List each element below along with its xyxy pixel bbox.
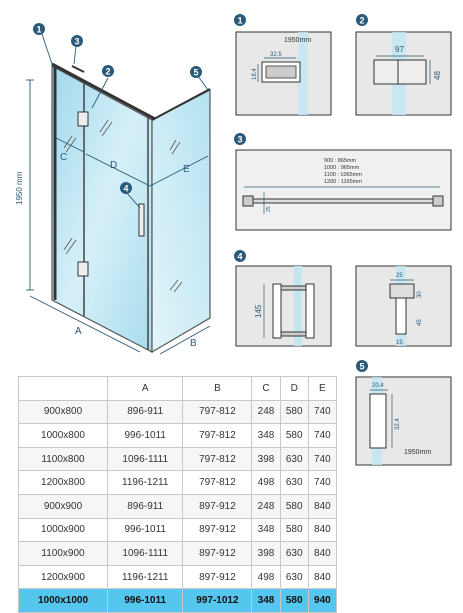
table-cell: 940 <box>308 589 336 613</box>
svg-text:4: 4 <box>123 183 129 194</box>
table-cell: 348 <box>252 518 280 542</box>
table-row <box>19 400 337 424</box>
detail5-side: 32.4 <box>395 418 401 430</box>
table-row <box>19 589 337 613</box>
detail1-height: 1950mm <box>284 37 312 44</box>
row-size-cell: 1000x800 <box>19 424 108 448</box>
svg-text:5: 5 <box>359 361 365 372</box>
table-row <box>19 424 337 448</box>
detail-5 <box>356 360 451 465</box>
detail-1 <box>234 14 331 115</box>
svg-text:1: 1 <box>237 15 243 26</box>
table-cell: 498 <box>252 565 280 589</box>
enclosure-main-view <box>15 23 210 354</box>
table-row <box>19 471 337 495</box>
svg-text:5: 5 <box>193 67 199 78</box>
row-size-cell: 900x900 <box>19 494 108 518</box>
table-header: D <box>280 377 308 401</box>
hinge-bottom <box>78 262 88 276</box>
table-cell: 1196-1211 <box>108 471 183 495</box>
table-header: E <box>308 377 336 401</box>
table-cell: 580 <box>280 400 308 424</box>
table-cell: 630 <box>280 471 308 495</box>
table-cell: 348 <box>252 589 280 613</box>
row-size-cell: 1000x1000 <box>19 589 108 613</box>
callout-4 <box>120 182 132 194</box>
row-size-cell: 1200x800 <box>19 471 108 495</box>
stabilizer-bar <box>72 66 84 72</box>
table-cell: 797-812 <box>183 400 252 424</box>
table-cell: 740 <box>308 424 336 448</box>
table-header: B <box>183 377 252 401</box>
svg-text:900 : 865mm: 900 : 865mm <box>324 158 357 164</box>
table-cell: 897-912 <box>183 518 252 542</box>
dim-c-label: C <box>60 152 68 163</box>
table-cell: 896-911 <box>108 494 183 518</box>
table-cell: 840 <box>308 494 336 518</box>
detail4-height: 145 <box>254 304 263 318</box>
table-cell: 248 <box>252 400 280 424</box>
table-row <box>19 542 337 566</box>
svg-text:1100 : 1065mm: 1100 : 1065mm <box>324 172 362 178</box>
detail5-height: 1950mm <box>404 449 432 456</box>
svg-text:2: 2 <box>105 66 111 77</box>
table-cell: 630 <box>280 542 308 566</box>
table-cell: 580 <box>280 589 308 613</box>
detail4-side: 45 <box>417 319 423 326</box>
callout-2 <box>102 65 114 77</box>
table-header-row <box>19 377 337 401</box>
table-cell: 996-1011 <box>108 424 183 448</box>
dim-e-label: E <box>183 164 190 175</box>
dim-a-label: A <box>75 326 82 337</box>
svg-text:1200 : 1165mm: 1200 : 1165mm <box>324 179 362 185</box>
callout-3 <box>71 35 83 47</box>
dimension-table <box>18 376 337 613</box>
table-cell: 630 <box>280 565 308 589</box>
table-cell: 740 <box>308 447 336 471</box>
detail2-height: 48 <box>433 71 442 80</box>
callout-5 <box>190 66 202 78</box>
svg-text:4: 4 <box>237 251 243 262</box>
table-header: A <box>108 377 183 401</box>
table-cell: 897-912 <box>183 494 252 518</box>
svg-text:3: 3 <box>237 134 243 145</box>
svg-text:3: 3 <box>74 36 80 47</box>
hinge-top <box>78 112 88 126</box>
table-cell: 897-912 <box>183 565 252 589</box>
table-cell: 348 <box>252 424 280 448</box>
door-handle <box>139 204 144 236</box>
detail-4 <box>234 250 451 346</box>
table-cell: 797-812 <box>183 471 252 495</box>
row-size-cell: 1100x800 <box>19 447 108 471</box>
detail-3 <box>234 133 451 230</box>
table-cell: 1096-1111 <box>108 447 183 471</box>
table-cell: 896-911 <box>108 400 183 424</box>
table-cell: 580 <box>280 494 308 518</box>
dim-height-label: 1950 mm <box>15 171 24 205</box>
row-size-cell: 1000x900 <box>19 518 108 542</box>
row-size-cell: 1200x900 <box>19 565 108 589</box>
table-cell: 996-1011 <box>108 518 183 542</box>
table-cell: 398 <box>252 542 280 566</box>
row-size-cell: 900x800 <box>19 400 108 424</box>
svg-text:2: 2 <box>359 15 365 26</box>
table-row <box>19 518 337 542</box>
table-cell: 996-1011 <box>108 589 183 613</box>
table-cell: 398 <box>252 447 280 471</box>
table-row <box>19 565 337 589</box>
detail1-side: 18.4 <box>252 68 258 80</box>
dim-d-label: D <box>110 160 118 171</box>
svg-text:1: 1 <box>36 24 42 35</box>
table-cell: 740 <box>308 400 336 424</box>
callout-1 <box>33 23 45 35</box>
table-cell: 580 <box>280 518 308 542</box>
table-cell: 1096-1111 <box>108 542 183 566</box>
detail1-width: 32.5 <box>270 52 282 58</box>
table-body <box>19 400 337 612</box>
table-cell: 840 <box>308 565 336 589</box>
table-cell: 840 <box>308 542 336 566</box>
table-cell: 897-912 <box>183 542 252 566</box>
table-cell: 797-812 <box>183 424 252 448</box>
table-cell: 840 <box>308 518 336 542</box>
detail5-width: 20.4 <box>372 383 384 389</box>
detail4-right: 30 <box>417 291 423 298</box>
table-cell: 498 <box>252 471 280 495</box>
dim-b-label: B <box>190 338 197 349</box>
table-cell: 797-812 <box>183 447 252 471</box>
table-cell: 740 <box>308 471 336 495</box>
table-cell: 997-1012 <box>183 589 252 613</box>
table-cell: 630 <box>280 447 308 471</box>
detail2-width: 97 <box>395 45 404 54</box>
detail3-side: 25 <box>266 206 272 212</box>
detail4-bottom: 15 <box>396 340 403 346</box>
table-cell: 1196-1211 <box>108 565 183 589</box>
svg-text:1000 : 965mm: 1000 : 965mm <box>324 165 360 171</box>
detail4-top: 25 <box>396 273 403 279</box>
side-glass-panel <box>152 90 210 352</box>
row-size-cell: 1100x900 <box>19 542 108 566</box>
table-cell: 580 <box>280 424 308 448</box>
table-row <box>19 447 337 471</box>
detail-2 <box>356 14 451 115</box>
table-header: C <box>252 377 280 401</box>
table-cell: 248 <box>252 494 280 518</box>
table-header <box>19 377 108 401</box>
table-row <box>19 494 337 518</box>
